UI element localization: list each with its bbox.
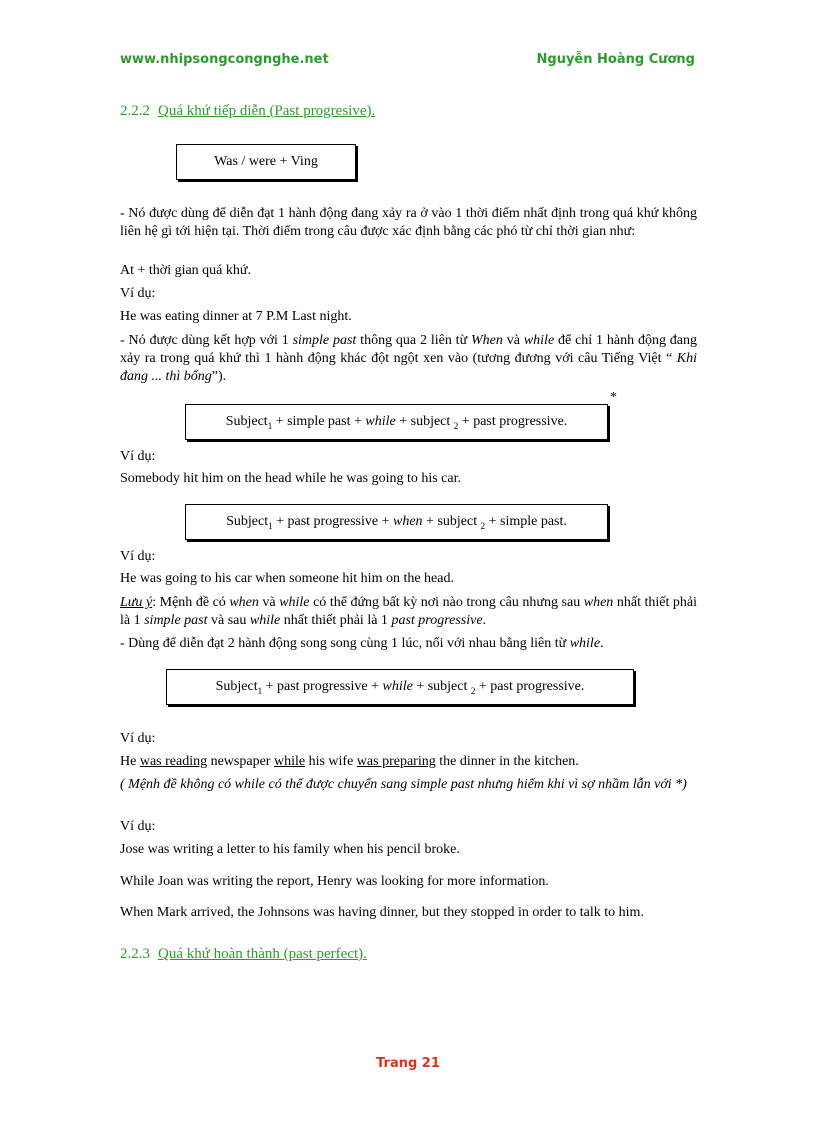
note-label: Lưu ý bbox=[120, 595, 153, 610]
example-label: Ví dụ: bbox=[120, 819, 156, 834]
example-sentence: He was reading newspaper while his wife was preparing the dinner in the kitchen. bbox=[120, 754, 579, 769]
header-website: www.nhipsongcongnghe.net bbox=[120, 52, 329, 67]
example-label: Ví dụ: bbox=[120, 549, 156, 564]
example-sentence: While Joan was writing the report, Henry was looking for more information. bbox=[120, 874, 549, 889]
formula-text: Subject$_1$ + simple past + while + subject $_2$ + past progressive. bbox=[225, 413, 568, 431]
section-heading-past-progressive bbox=[120, 103, 375, 120]
example-sentence: He was eating dinner at 7 P.M Last night. bbox=[120, 309, 352, 324]
section-number: 2.2.3 bbox=[120, 946, 150, 962]
formula-text: Was / were + Ving bbox=[214, 154, 318, 169]
section-heading-past-perfect bbox=[120, 946, 367, 963]
formula-box-1 bbox=[176, 144, 356, 180]
example-sentence: Jose was writing a letter to his family when his pencil broke. bbox=[120, 842, 460, 857]
example-label: Ví dụ: bbox=[120, 286, 156, 301]
example-sentence: When Mark arrived, the Johnsons was having dinner, but they stopped in order to talk to him. bbox=[120, 905, 644, 920]
header-author: Nguyễn Hoàng Cương bbox=[536, 52, 695, 67]
formula-box-3 bbox=[185, 504, 608, 540]
example-label: Ví dụ: bbox=[120, 449, 156, 464]
formula-box-4 bbox=[166, 669, 634, 705]
italic-note: ( Mệnh đề không có while có thể được chuyển sang simple past nhưng hiếm khi vì sợ nhầm lẫn với *) bbox=[120, 777, 687, 792]
asterisk-mark: * bbox=[610, 390, 617, 405]
example-sentence: Somebody hit him on the head while he was going to his car. bbox=[120, 471, 462, 486]
section-title: Quá khứ hoàn thành (past perfect). bbox=[158, 946, 367, 962]
at-time-line: At + thời gian quá khứ. bbox=[120, 263, 251, 278]
section-title: Quá khứ tiếp diễn (Past progresive). bbox=[158, 103, 376, 119]
formula-box-2 bbox=[185, 404, 608, 440]
formula-text: Subject$_1$ + past progressive + while + subject $_2$ + past progressive. bbox=[215, 678, 585, 696]
paragraph-usage-3: - Dùng để diễn đạt 2 hành động song song cùng 1 lúc, nối với nhau bằng liên từ while. bbox=[120, 636, 604, 651]
note-paragraph: Lưu ý: Mệnh đề có when và while có thể đứng bất kỳ nơi nào trong câu nhưng sau when nhất thiết phải là 1 simple past và sau while nhất thiết phải là 1 past progressive. bbox=[120, 595, 698, 628]
page-number: Trang 21 bbox=[376, 1056, 440, 1071]
example-label: Ví dụ: bbox=[120, 731, 156, 746]
formula-text: Subject$_1$ + past progressive + when + subject $_2$ + simple past. bbox=[226, 513, 567, 531]
paragraph-usage-1: - Nó được dùng để diễn đạt 1 hành động đang xảy ra ở vào 1 thời điểm nhất định trong quá khứ không liên hệ gì tới hiện tại. Thời điểm trong câu được xác định bằng các phó từ chỉ thời gian như: bbox=[120, 206, 697, 239]
paragraph-usage-2: - Nó được dùng kết hợp với 1 simple past thông qua 2 liên từ When và while để chỉ 1 hành động đang xảy ra trong quá khứ thì 1 hành động khác đột ngột xen vào (tương đương với câu Tiếng Việt “ Khi đang ... thì bổng”). bbox=[120, 333, 698, 384]
example-sentence: He was going to his car when someone hit him on the head. bbox=[120, 571, 454, 586]
section-number: 2.2.2 bbox=[120, 103, 150, 119]
